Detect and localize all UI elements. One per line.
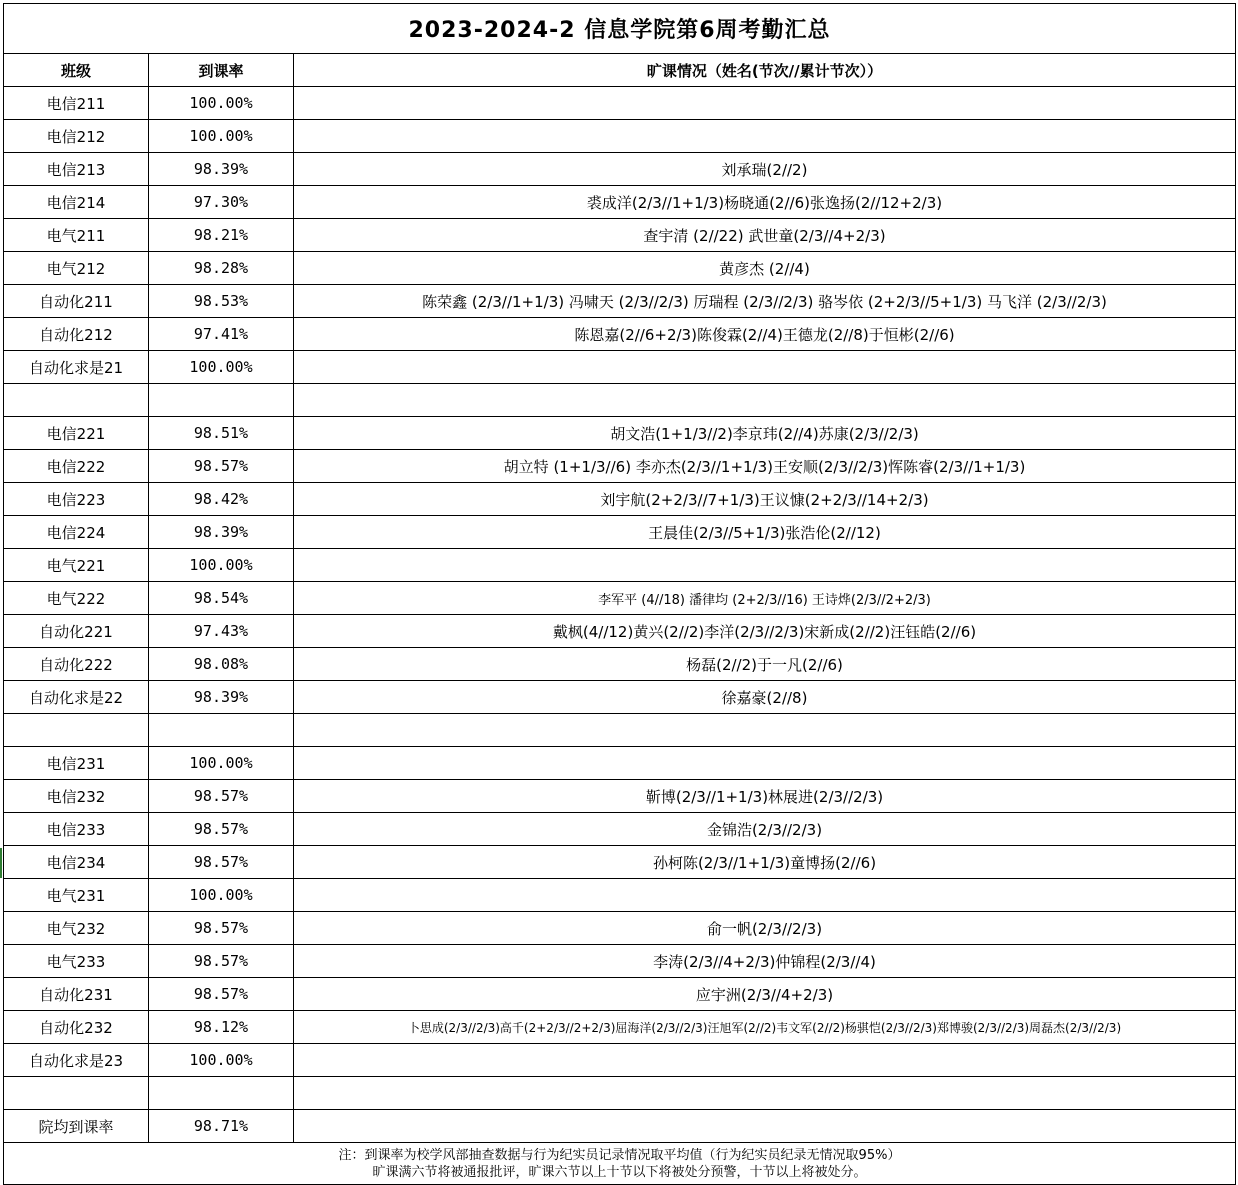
- table-row: [4, 252, 1236, 285]
- table-row: [4, 351, 1236, 384]
- class-cell[interactable]: 电信234: [4, 846, 149, 879]
- header-row: [4, 54, 1236, 87]
- class-cell[interactable]: 院均到课率: [4, 1110, 149, 1143]
- table-row: [4, 582, 1236, 615]
- class-cell[interactable]: 电信212: [4, 120, 149, 153]
- rate-cell[interactable]: [149, 714, 294, 747]
- class-cell[interactable]: 电气211: [4, 219, 149, 252]
- class-cell[interactable]: 自动化221: [4, 615, 149, 648]
- absence-cell[interactable]: [294, 1044, 1236, 1077]
- class-cell[interactable]: 自动化212: [4, 318, 149, 351]
- class-cell[interactable]: [4, 1077, 149, 1110]
- rate-cell[interactable]: 98.42%: [149, 483, 294, 516]
- rate-cell[interactable]: 98.53%: [149, 285, 294, 318]
- class-cell[interactable]: 电信211: [4, 87, 149, 120]
- class-cell[interactable]: [4, 714, 149, 747]
- absence-cell[interactable]: 陈恩嘉(2//6+2/3)陈俊霖(2//4)王德龙(2//8)于恒彬(2//6): [294, 318, 1236, 351]
- absence-cell[interactable]: [294, 549, 1236, 582]
- table-row: [4, 714, 1236, 747]
- rate-cell[interactable]: 98.08%: [149, 648, 294, 681]
- table-row: [4, 384, 1236, 417]
- header-rate[interactable]: 到课率: [149, 54, 294, 87]
- rate-cell[interactable]: 100.00%: [149, 120, 294, 153]
- class-cell[interactable]: 电信222: [4, 450, 149, 483]
- rate-cell[interactable]: 98.39%: [149, 681, 294, 714]
- note-line-2: 旷课满六节将被通报批评，旷课六节以上十节以下将被处分预警，十节以上将被处分。: [372, 1165, 867, 1180]
- class-cell[interactable]: 电信223: [4, 483, 149, 516]
- class-cell[interactable]: 电信214: [4, 186, 149, 219]
- table-row: [4, 648, 1236, 681]
- class-cell[interactable]: 自动化求是23: [4, 1044, 149, 1077]
- table-row: [4, 681, 1236, 714]
- rate-cell[interactable]: 98.57%: [149, 978, 294, 1011]
- table-row: [4, 219, 1236, 252]
- class-cell[interactable]: 电气231: [4, 879, 149, 912]
- absence-cell[interactable]: 靳博(2/3//1+1/3)林展进(2/3//2/3): [294, 780, 1236, 813]
- table-row: [4, 87, 1236, 120]
- rate-cell[interactable]: 98.57%: [149, 780, 294, 813]
- table-row: [4, 615, 1236, 648]
- rate-cell[interactable]: 100.00%: [149, 549, 294, 582]
- table-row: [4, 285, 1236, 318]
- rate-cell[interactable]: 98.57%: [149, 912, 294, 945]
- absence-cell[interactable]: 孙柯陈(2/3//1+1/3)童博扬(2//6): [294, 846, 1236, 879]
- absence-cell[interactable]: [294, 120, 1236, 153]
- table-row: [4, 417, 1236, 450]
- absence-cell[interactable]: 胡文浩(1+1/3//2)李京玮(2//4)苏康(2/3//2/3): [294, 417, 1236, 450]
- class-cell[interactable]: 电信232: [4, 780, 149, 813]
- absence-cell[interactable]: 陈荣鑫 (2/3//1+1/3) 冯啸天 (2/3//2/3) 厉瑞程 (2/3//2/3) 骆岑依 (2+2/3//5+1/3) 马飞洋 (2/3//2/3): [294, 285, 1236, 318]
- cell-selection-marker: [0, 848, 2, 878]
- rate-cell[interactable]: 98.57%: [149, 450, 294, 483]
- absence-cell[interactable]: 徐嘉豪(2//8): [294, 681, 1236, 714]
- absence-cell[interactable]: [294, 1110, 1236, 1143]
- note-cell[interactable]: [4, 1143, 1236, 1185]
- attendance-table: [3, 3, 1236, 1185]
- rate-cell[interactable]: [149, 384, 294, 417]
- absence-cell[interactable]: 王晨佳(2/3//5+1/3)张浩伦(2//12): [294, 516, 1236, 549]
- table-row: [4, 483, 1236, 516]
- class-cell[interactable]: 电信213: [4, 153, 149, 186]
- class-cell[interactable]: 自动化求是22: [4, 681, 149, 714]
- title-row: [4, 4, 1236, 54]
- note-line-1: 注：到课率为校学风部抽查数据与行为纪实员记录情况取平均值（行为纪实员纪录无情况取95%）: [338, 1148, 901, 1163]
- absence-cell[interactable]: [294, 714, 1236, 747]
- rate-cell[interactable]: 100.00%: [149, 351, 294, 384]
- rate-cell[interactable]: 97.43%: [149, 615, 294, 648]
- absence-cell[interactable]: 李涛(2/3//4+2/3)仲锦程(2/3//4): [294, 945, 1236, 978]
- table-row: [4, 120, 1236, 153]
- rate-cell[interactable]: 100.00%: [149, 87, 294, 120]
- table-row: [4, 186, 1236, 219]
- table-row: [4, 747, 1236, 780]
- rate-cell[interactable]: 98.54%: [149, 582, 294, 615]
- absence-cell[interactable]: 戴枫(4//12)黄兴(2//2)李洋(2/3//2/3)宋新成(2//2)汪钰皓(2//6): [294, 615, 1236, 648]
- absence-cell[interactable]: 金锦浩(2/3//2/3): [294, 813, 1236, 846]
- note-row: [4, 1143, 1236, 1185]
- attendance-sheet: [3, 3, 1235, 1185]
- absence-cell[interactable]: [294, 1077, 1236, 1110]
- absence-cell[interactable]: 刘宇航(2+2/3//7+1/3)王议慷(2+2/3//14+2/3): [294, 483, 1236, 516]
- table-row: [4, 912, 1236, 945]
- class-cell[interactable]: 电信231: [4, 747, 149, 780]
- table-row: [4, 813, 1236, 846]
- class-cell[interactable]: 自动化211: [4, 285, 149, 318]
- class-cell[interactable]: 电气232: [4, 912, 149, 945]
- absence-cell[interactable]: 查宇清 (2//22) 武世童(2/3//4+2/3): [294, 219, 1236, 252]
- table-row: [4, 1044, 1236, 1077]
- class-cell[interactable]: 自动化求是21: [4, 351, 149, 384]
- class-cell[interactable]: 电气233: [4, 945, 149, 978]
- absence-cell[interactable]: 胡立特 (1+1/3//6) 李亦杰(2/3//1+1/3)王安顺(2/3//2/3)恽陈睿(2/3//1+1/3): [294, 450, 1236, 483]
- class-cell[interactable]: 电信233: [4, 813, 149, 846]
- table-row: [4, 945, 1236, 978]
- rate-cell[interactable]: 100.00%: [149, 879, 294, 912]
- class-cell[interactable]: 自动化232: [4, 1011, 149, 1044]
- table-row: [4, 1011, 1236, 1044]
- table-row: [4, 1077, 1236, 1110]
- absence-cell[interactable]: [294, 351, 1236, 384]
- rate-cell[interactable]: 98.12%: [149, 1011, 294, 1044]
- rate-cell[interactable]: 98.39%: [149, 516, 294, 549]
- rate-cell[interactable]: 98.39%: [149, 153, 294, 186]
- absence-cell[interactable]: [294, 747, 1236, 780]
- absence-cell[interactable]: [294, 879, 1236, 912]
- rate-cell[interactable]: 98.28%: [149, 252, 294, 285]
- absence-cell[interactable]: 黄彦杰 (2//4): [294, 252, 1236, 285]
- absence-cell[interactable]: [294, 384, 1236, 417]
- rate-cell[interactable]: [149, 1077, 294, 1110]
- rate-cell[interactable]: 98.21%: [149, 219, 294, 252]
- absence-cell[interactable]: 卜思成(2/3//2/3)高千(2+2/3//2+2/3)屈海洋(2/3//2/3)汪旭军(2//2)韦文军(2//2)杨骐恺(2/3//2/3)郑博骏(2/3//2/3)周磊杰(2/3//2/3): [294, 1011, 1236, 1044]
- table-row: [4, 1110, 1236, 1143]
- table-row: [4, 978, 1236, 1011]
- class-cell[interactable]: 电气222: [4, 582, 149, 615]
- absence-cell[interactable]: 李军平 (4//18) 潘律均 (2+2/3//16) 王诗烨(2/3//2+2/3): [294, 582, 1236, 615]
- absence-cell[interactable]: 刘承瑞(2//2): [294, 153, 1236, 186]
- class-cell[interactable]: 电气221: [4, 549, 149, 582]
- class-cell[interactable]: 自动化222: [4, 648, 149, 681]
- class-cell[interactable]: 电信224: [4, 516, 149, 549]
- rate-cell[interactable]: 100.00%: [149, 747, 294, 780]
- absence-cell[interactable]: 应宇洲(2/3//4+2/3): [294, 978, 1236, 1011]
- class-cell[interactable]: 电气212: [4, 252, 149, 285]
- absence-cell[interactable]: 俞一帆(2/3//2/3): [294, 912, 1236, 945]
- rate-cell[interactable]: 98.71%: [149, 1110, 294, 1143]
- absence-cell[interactable]: 裘成洋(2/3//1+1/3)杨晓通(2//6)张逸扬(2//12+2/3): [294, 186, 1236, 219]
- sheet-title[interactable]: 2023-2024-2 信息学院第6周考勤汇总: [4, 4, 1236, 54]
- table-row: [4, 153, 1236, 186]
- class-cell[interactable]: 电信221: [4, 417, 149, 450]
- rate-cell[interactable]: 98.51%: [149, 417, 294, 450]
- absence-cell[interactable]: [294, 87, 1236, 120]
- header-class[interactable]: 班级: [4, 54, 149, 87]
- rate-cell[interactable]: 98.57%: [149, 945, 294, 978]
- table-row: [4, 879, 1236, 912]
- rate-cell[interactable]: 98.57%: [149, 846, 294, 879]
- table-row: [4, 450, 1236, 483]
- table-row: [4, 780, 1236, 813]
- header-absence[interactable]: 旷课情况（姓名(节次//累计节次））: [294, 54, 1236, 87]
- table-row: [4, 549, 1236, 582]
- rate-cell[interactable]: 98.57%: [149, 813, 294, 846]
- class-cell[interactable]: 自动化231: [4, 978, 149, 1011]
- rate-cell[interactable]: 100.00%: [149, 1044, 294, 1077]
- rate-cell[interactable]: 97.30%: [149, 186, 294, 219]
- table-row: [4, 516, 1236, 549]
- table-row: [4, 846, 1236, 879]
- absence-cell[interactable]: 杨磊(2//2)于一凡(2//6): [294, 648, 1236, 681]
- rate-cell[interactable]: 97.41%: [149, 318, 294, 351]
- table-row: [4, 318, 1236, 351]
- class-cell[interactable]: [4, 384, 149, 417]
